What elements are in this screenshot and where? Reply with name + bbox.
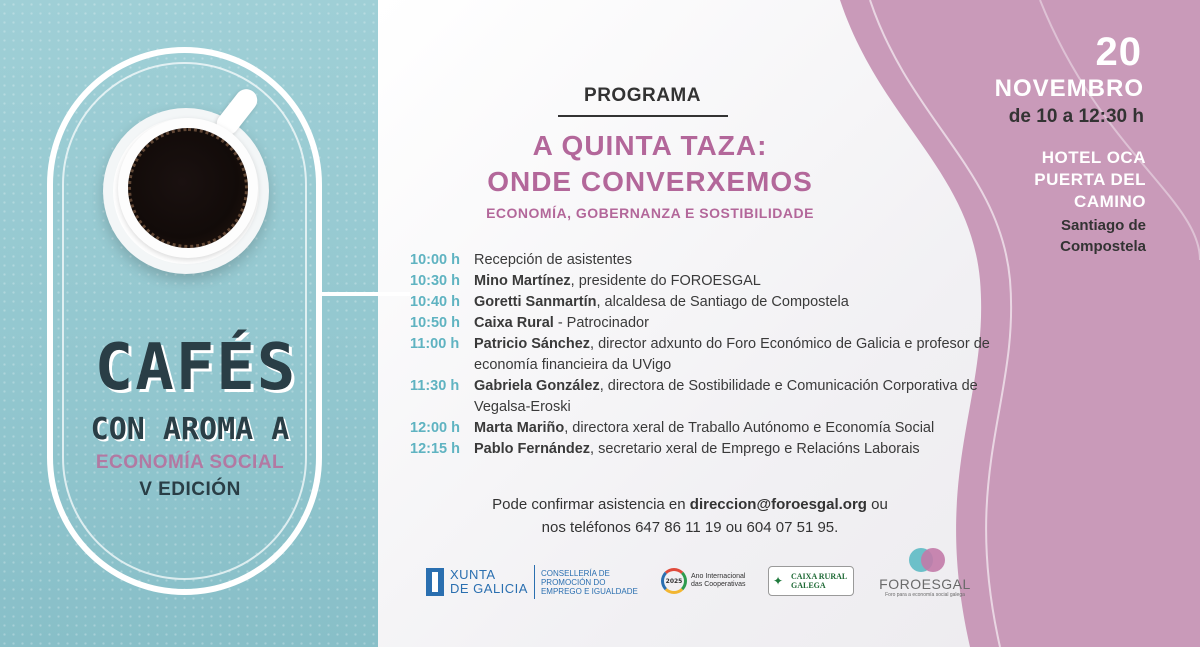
contact-email-link[interactable]: direccion@foroesgal.org <box>689 496 867 513</box>
event-hours: de 10 a 12:30 h <box>1008 106 1144 127</box>
schedule-desc: Mino Martínez, presidente do FOROESGAL <box>474 273 761 289</box>
speaker-name: Gabriela González <box>474 378 600 394</box>
schedule-row <box>410 250 1030 271</box>
caixa-rural-logo: ✦ CAIXA RURAL GALEGA <box>768 566 854 596</box>
foroesgal-mark-icon <box>905 546 945 574</box>
schedule-time: 11:00 h <box>410 336 460 352</box>
session-title-line2: ONDE CONVERXEMOS <box>487 166 813 197</box>
xunta-flag-icon <box>426 568 444 596</box>
contact-info: Pode confirmar asistencia en direccion@foroesgal.org ou nos teléfonos 647 86 11 19 ou 604 07 51 95. <box>440 493 940 539</box>
event-title-con-aroma: CON AROMA A <box>90 412 290 447</box>
schedule-time: 12:15 h <box>410 441 460 457</box>
schedule-desc: Goretti Sanmartín, alcaldesa de Santiago de Compostela <box>474 294 849 310</box>
schedule-time: 10:40 h <box>410 294 460 310</box>
schedule-time: 10:30 h <box>410 273 460 289</box>
schedule-row <box>410 271 1030 292</box>
schedule-row <box>410 376 1030 418</box>
speaker-name: Goretti Sanmartín <box>474 294 597 310</box>
edition-label: V EDICIÓN <box>139 479 241 500</box>
session-subtitle: ECONOMÍA, GOBERNANZA E SOSTIBILIDADE <box>486 205 814 221</box>
schedule-time: 12:00 h <box>410 420 460 436</box>
schedule-desc: Gabriela González, directora de Sostibilidade e Comunicación Corporativa de Vegalsa-Eroski <box>474 378 978 415</box>
caixa-emblem-icon: ✦ <box>773 574 784 588</box>
logo-divider <box>534 565 535 599</box>
event-title-cafes: CAFÉS <box>94 331 298 405</box>
event-day: 20 <box>1095 30 1142 74</box>
speaker-name: Marta Mariño <box>474 420 565 436</box>
schedule-row <box>410 334 1030 376</box>
session-title-line1: A QUINTA TAZA: <box>532 130 768 161</box>
contact-phones: nos teléfonos 647 86 11 19 ou 604 07 51 95. <box>541 519 839 536</box>
schedule-time: 10:00 h <box>410 252 460 268</box>
schedule-desc: Marta Mariño, directora xeral de Traballo Autónomo e Economía Social <box>474 420 935 436</box>
programa-heading: PROGRAMA <box>584 85 701 106</box>
schedule-desc: Pablo Fernández, secretario xeral de Emprego e Relacións Laborais <box>474 441 920 457</box>
schedule-time: 10:50 h <box>410 315 460 331</box>
xunta-logo: XUNTA DE GALICIA CONSELLERÍA DE PROMOCIÓN DO EMPREGO E IGUALDADE <box>426 565 638 599</box>
schedule-desc: Patricio Sánchez, director adxunto do Foro Económico de Galicia e profesor de economía financieira da UVigo <box>474 336 990 373</box>
schedule-row <box>410 418 1030 439</box>
speaker-name: Caixa Rural <box>474 315 554 331</box>
event-city: Santiago de Compostela <box>1060 217 1146 255</box>
cooperatives-ring-icon: 2025 <box>661 568 687 594</box>
speaker-name: Pablo Fernández <box>474 441 591 457</box>
schedule-row <box>410 439 1030 460</box>
foroesgal-logo: FOROESGAL Foro para a economía social galega <box>878 546 972 598</box>
speaker-name: Mino Martínez <box>474 273 571 289</box>
connector-line <box>318 292 410 296</box>
schedule-row <box>410 292 1030 313</box>
programa-underline <box>558 115 728 117</box>
cooperatives-year-logo: 2025 Ano Internacional das Cooperativas <box>661 568 745 594</box>
coffee-crema <box>128 128 248 248</box>
schedule-time: 11:30 h <box>410 378 460 394</box>
schedule-desc: Recepción de asistentes <box>474 252 632 268</box>
event-title-economia-social: ECONOMÍA SOCIAL <box>95 452 285 473</box>
schedule-list <box>410 250 1030 460</box>
schedule-desc: Caixa Rural - Patrocinador <box>474 315 649 331</box>
event-venue: HOTEL OCA PUERTA DEL CAMINO <box>1034 148 1146 211</box>
event-month: NOVEMBRO <box>994 75 1144 102</box>
speaker-name: Patricio Sánchez <box>474 336 591 352</box>
schedule-row <box>410 313 1030 334</box>
